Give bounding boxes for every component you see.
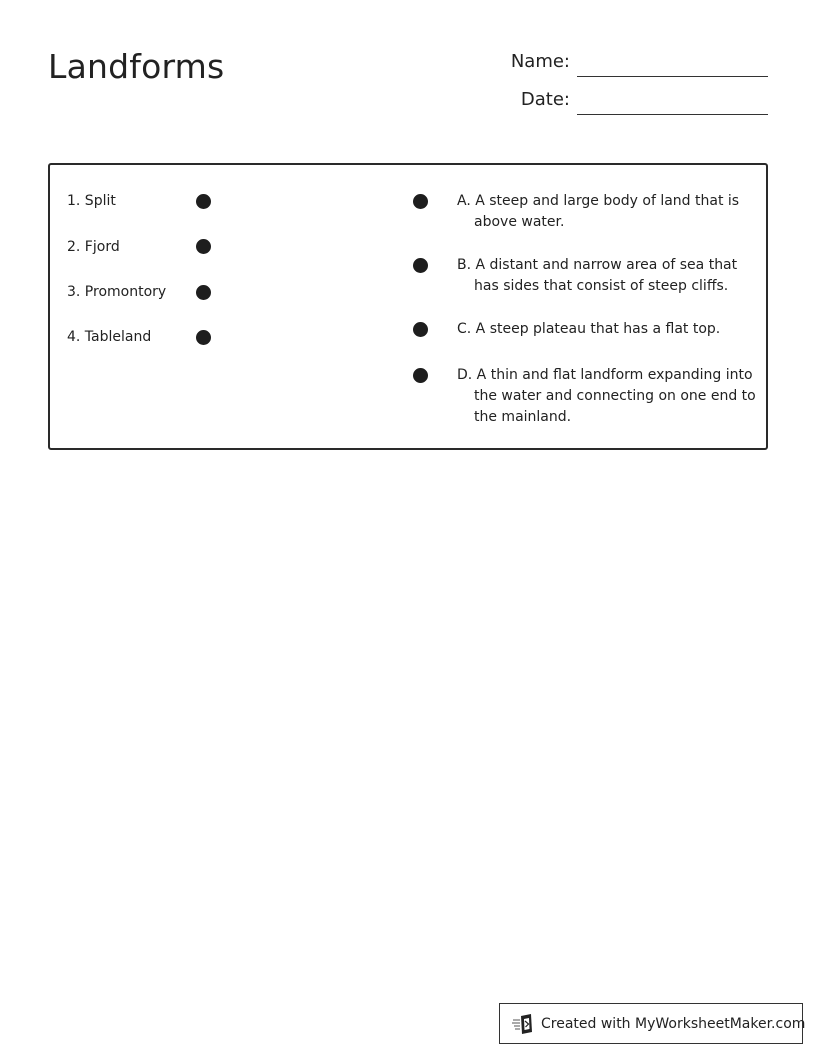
term-item: 3. Promontory [67,284,167,300]
definition-text-cont: the mainland. [474,409,572,425]
term-item: 4. Tableland [67,329,152,345]
term-match-dot[interactable] [196,285,211,300]
definition-text-cont: the water and connecting on one end to [474,388,756,404]
date-blank-line[interactable] [577,114,768,115]
definition-match-dot[interactable] [413,368,428,383]
matching-box [48,163,768,450]
definition-item [457,365,757,428]
definition-item [457,191,757,233]
definition-text: D. A thin and flat landform expanding into [457,367,753,383]
definition-text: B. A distant and narrow area of sea that [457,257,738,273]
date-field [521,88,768,112]
term-item: 1. Split [67,193,116,209]
definition-match-dot[interactable] [413,322,428,337]
definition-text: A. A steep and large body of land that is [457,193,740,209]
definition-match-dot[interactable] [413,258,428,273]
footer-credit-badge[interactable] [499,1003,806,1044]
worksheet-maker-logo-icon [512,1013,536,1035]
definition-text-cont: has sides that consist of steep cliffs. [474,278,729,294]
definition-item [457,255,757,297]
name-label: Name: [510,51,570,72]
term-match-dot[interactable] [196,330,211,345]
definition-item [457,319,757,340]
term-match-dot[interactable] [196,194,211,209]
date-label: Date: [520,89,570,110]
term-match-dot[interactable] [196,239,211,254]
name-blank-line[interactable] [577,76,768,77]
definition-text-cont: above water. [474,214,565,230]
footer-credit-text: Created with MyWorksheetMaker.com [541,1015,806,1032]
definition-text: C. A steep plateau that has a flat top. [457,321,721,337]
definition-match-dot[interactable] [413,194,428,209]
term-item: 2. Fjord [67,239,120,255]
name-field [511,50,768,74]
worksheet-title: Landforms [48,47,225,86]
